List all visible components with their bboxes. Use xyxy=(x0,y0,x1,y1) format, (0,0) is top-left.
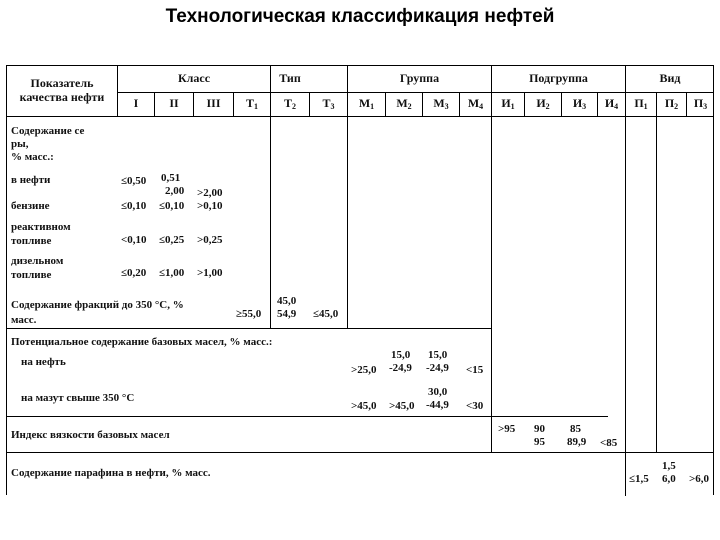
col-header-kind-2 xyxy=(657,97,686,113)
paraffin-value: 1,5 xyxy=(662,460,676,472)
header-bottom-rule xyxy=(7,116,714,117)
sulfur-row-label: реактивном xyxy=(11,221,71,233)
indicator-header-line2: качества нефти xyxy=(19,90,105,104)
base-oils-value: >45,0 xyxy=(351,400,377,412)
col-header-letter: И xyxy=(536,96,546,110)
base-oils-row-label: на нефть xyxy=(21,356,66,368)
base-oils-value: -24,9 xyxy=(426,362,449,374)
col-header-class-2: II xyxy=(169,96,179,110)
col-header-letter: М xyxy=(433,96,445,110)
col-header-subscript: 3 xyxy=(582,102,587,111)
paraffin-value: 6,0 xyxy=(662,473,676,485)
col-header-letter: И xyxy=(572,96,583,110)
col-header-type-1 xyxy=(234,97,270,113)
sulfur-row-value: ≤0,20 xyxy=(121,267,147,279)
base-oils-row-label: на мазут свыше 350 °С xyxy=(21,392,135,404)
col-header-letter: М xyxy=(358,96,371,110)
col-header-subscript: 3 xyxy=(330,102,335,111)
col-header-subscript: 2 xyxy=(674,102,679,111)
base-oils-value: 15,0 xyxy=(428,349,448,361)
viscosity-top-rule xyxy=(491,416,608,417)
fractions-t2-value: 54,9 xyxy=(277,308,297,320)
base-oils-value: <30 xyxy=(466,400,484,412)
col-header-subscript: 2 xyxy=(292,102,296,111)
base-oils-value: 15,0 xyxy=(391,349,411,361)
sulfur-row-value: 0,51 xyxy=(161,172,181,184)
viscosity-label: Индекс вязкости базовых масел xyxy=(11,429,170,441)
col-header-subscript: 4 xyxy=(614,102,619,111)
sulfur-title-line1: Содержание се xyxy=(11,125,85,137)
col-header-subscript: 1 xyxy=(370,102,375,111)
sulfur-row-value: >0,25 xyxy=(197,234,223,246)
base-oils-bottom-rule xyxy=(7,416,491,417)
col-header-subgroup-1 xyxy=(492,97,524,113)
col-rule-group-subgroup xyxy=(491,66,492,452)
col-header-kind-1 xyxy=(626,97,656,113)
sulfur-row-value: >2,00 xyxy=(197,187,223,199)
kind-group-header: Вид xyxy=(659,71,681,85)
col-header-letter: П xyxy=(664,96,675,110)
col-header-letter: М xyxy=(467,96,480,110)
viscosity-value: 95 xyxy=(534,436,545,448)
sulfur-row-value: ≤1,00 xyxy=(159,267,185,279)
viscosity-value: <85 xyxy=(600,437,618,449)
sulfur-title-line2: ры, xyxy=(11,138,29,150)
sulfur-row-label: в нефти xyxy=(11,174,51,186)
col-header-letter: Т xyxy=(322,96,331,110)
col-header-subscript: 1 xyxy=(510,102,515,111)
col-header-subgroup-2 xyxy=(525,97,561,113)
fractions-t3-value: ≤45,0 xyxy=(313,308,339,320)
col-header-subscript: 1 xyxy=(643,102,648,111)
col-header-letter: Т xyxy=(283,96,292,110)
classification-table xyxy=(6,65,714,495)
base-oils-value: >25,0 xyxy=(351,364,377,376)
col-header-subscript: 2 xyxy=(545,102,550,111)
col-header-type-2 xyxy=(271,97,309,113)
col-header-group-3 xyxy=(423,97,459,113)
base-oils-value: -24,9 xyxy=(389,362,412,374)
base-oils-value: >45,0 xyxy=(389,400,415,412)
col-header-letter: П xyxy=(634,96,644,110)
col-header-letter: П xyxy=(693,96,704,110)
viscosity-value: 89,9 xyxy=(567,436,587,448)
fractions-t2-value: 45,0 xyxy=(277,295,297,307)
base-oils-value: -44,9 xyxy=(426,399,449,411)
col-header-letter: М xyxy=(396,96,408,110)
base-oils-value: <15 xyxy=(466,364,484,376)
sulfur-row-value: <0,10 xyxy=(121,234,147,246)
paraffin-label: Содержание парафина в нефти, % масс. xyxy=(11,467,211,479)
type-group-header: Тип xyxy=(279,71,301,85)
sulfur-row-label: топливе xyxy=(11,235,52,247)
col-rule-15 xyxy=(656,92,657,452)
viscosity-bottom-rule xyxy=(7,452,714,453)
col-header-class-1: I xyxy=(133,96,139,110)
base-oils-title: Потенциальное содержание базовых масел, % масс.: xyxy=(11,336,273,348)
page-title: Технологическая классификация нефтей xyxy=(165,6,555,27)
col-header-letter: И xyxy=(604,96,615,110)
fractions-t1-value: ≥55,0 xyxy=(236,308,262,320)
viscosity-value: >95 xyxy=(498,423,516,435)
fractions-bottom-rule xyxy=(7,328,491,329)
col-header-group-1 xyxy=(348,97,385,113)
paraffin-value: ≤1,5 xyxy=(629,473,649,485)
col-header-kind-3 xyxy=(687,97,714,113)
col-header-group-4 xyxy=(460,97,491,113)
base-oils-value: 30,0 xyxy=(428,386,448,398)
col-header-letter: И xyxy=(501,96,511,110)
sulfur-row-value: >1,00 xyxy=(197,267,223,279)
subgroup-group-header: Подгруппа xyxy=(529,71,588,85)
col-header-type-3 xyxy=(310,97,347,113)
paraffin-value: >6,0 xyxy=(689,473,710,485)
group-group-header: Группа xyxy=(399,71,440,85)
col-header-subgroup-3 xyxy=(562,97,597,113)
col-header-subscript: 4 xyxy=(479,102,484,111)
sulfur-row-value: >0,10 xyxy=(197,200,223,212)
sulfur-row-label: дизельном xyxy=(11,255,64,267)
col-header-subscript: 3 xyxy=(703,102,708,111)
class-group-header: Класс xyxy=(177,71,211,85)
sulfur-row-value: ≤0,10 xyxy=(121,200,147,212)
col-header-letter: Т xyxy=(245,96,254,110)
col-header-class-3: III xyxy=(206,96,221,110)
col-rule-subgroup-kind xyxy=(625,66,626,496)
col-header-subgroup-4 xyxy=(598,97,625,113)
indicator-header-line1: Показатель xyxy=(30,76,94,90)
fractions-label-line1: Содержание фракций до 350 °С, % xyxy=(11,299,184,311)
sulfur-title-line3: % масс.: xyxy=(11,151,54,163)
sulfur-row-label: топливе xyxy=(11,269,52,281)
col-header-subscript: 2 xyxy=(407,102,412,111)
viscosity-value: 90 xyxy=(534,423,545,435)
col-header-group-2 xyxy=(386,97,422,113)
sulfur-row-value: ≤0,10 xyxy=(159,200,185,212)
fractions-label-line2: масс. xyxy=(11,314,37,326)
col-header-subscript: 1 xyxy=(254,102,258,111)
sulfur-row-value: ≤0,50 xyxy=(121,175,147,187)
sulfur-row-label: бензине xyxy=(11,200,50,212)
viscosity-value: 85 xyxy=(570,423,581,435)
sulfur-row-value: ≤0,25 xyxy=(159,234,185,246)
sulfur-row-value: 2,00 xyxy=(165,185,185,197)
col-header-subscript: 3 xyxy=(444,102,449,111)
